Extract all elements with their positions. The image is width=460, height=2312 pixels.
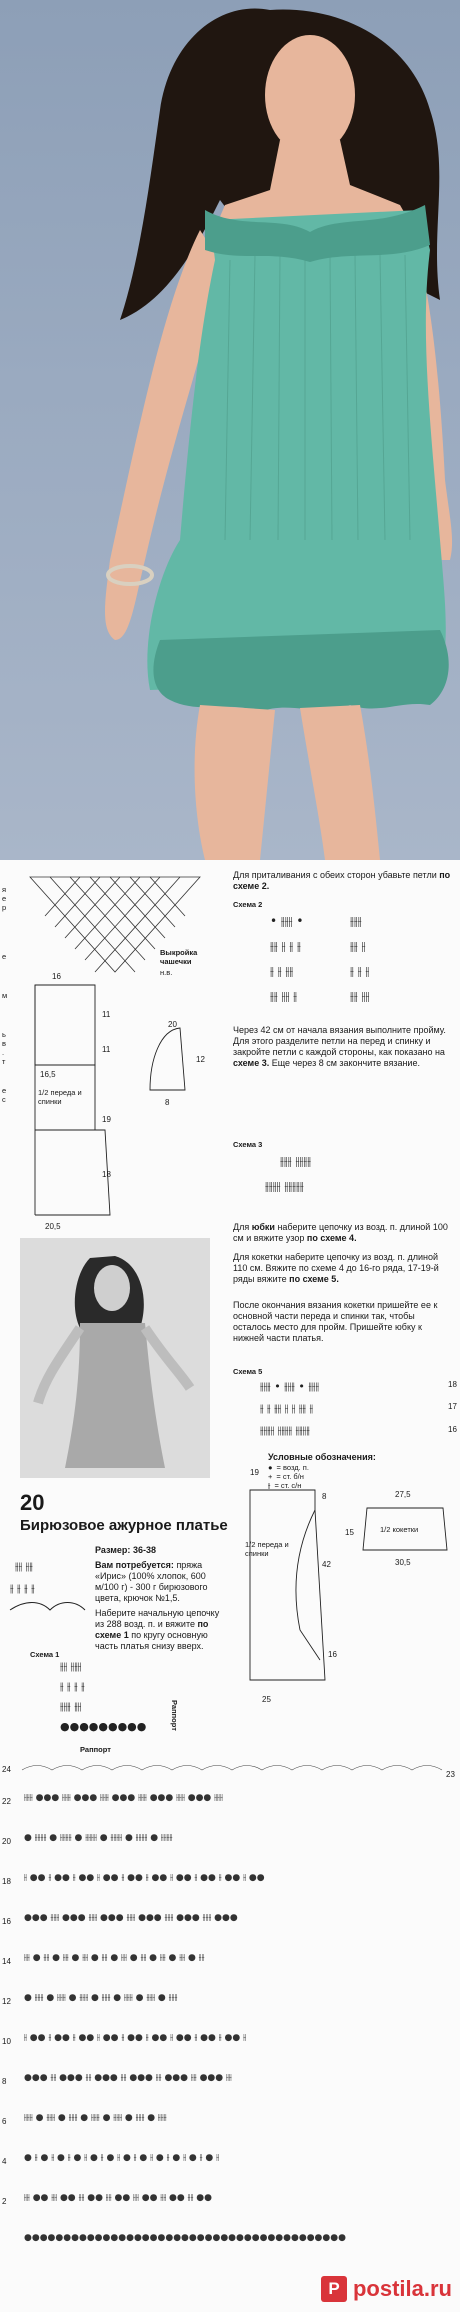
model-number: 20: [20, 1490, 45, 1515]
text-skirt-bold-2: по схеме 4.: [306, 1233, 357, 1243]
svg-text:● ⫲ ● ⫲ ● ⫲ ● ⫲ ● ⫲ ● ⫲ ● ⫲ ●: ● ⫲ ● ⫲ ● ⫲ ● ⫲ ● ⫲ ● ⫲ ● ⫲ ● ⫲ ● ⫲ ● ⫲ ● ⫲ ● ⫲: [24, 2153, 220, 2163]
svg-text:⫲⫲⫲: ⫲⫲⫲: [350, 914, 362, 928]
row-20: 20: [2, 1837, 11, 1846]
scheme-5-label: Схема 5: [233, 1367, 263, 1376]
single-crochet-icon: +: [268, 1472, 273, 1481]
side-letter: .: [2, 1048, 5, 1057]
svg-text:⫲ ⫲ ⫲ ⫲: ⫲ ⫲ ⫲ ⫲: [60, 1680, 85, 1693]
side-letter: е: [2, 952, 7, 961]
scheme-3-diagram: [260, 1145, 430, 1205]
dim-cup-h: 12: [196, 1055, 205, 1064]
model-title: Бирюзовое ажурное платье: [20, 1517, 228, 1534]
dim-left-a: 11: [102, 1010, 111, 1019]
svg-text:⫲ ●● ⫲ ●● ⫲ ●● ⫲ ●● ⫲ ●● ⫲ ●●: ⫲ ●● ⫲ ●● ⫲ ●● ⫲ ●● ⫲ ●● ⫲ ●● ⫲ ●● ⫲ ●● ⫲ ●● ⫲: [24, 2033, 247, 2043]
dim-left-mid: 16,5: [40, 1070, 56, 1079]
svg-text:⫲⫲⫲ ⫲⫲: ⫲⫲⫲ ⫲⫲: [60, 1700, 82, 1713]
materials-label: Вам потребуется:: [95, 1560, 174, 1570]
magazine-page: [0, 860, 460, 2312]
svg-text:● ⫲⫲⫲⫲ ● ⫲⫲⫲⫲ ● ⫲⫲⫲⫲ ● ⫲⫲⫲⫲ ●: ● ⫲⫲⫲⫲ ● ⫲⫲⫲⫲ ● ⫲⫲⫲⫲ ● ⫲⫲⫲⫲ ● ⫲⫲⫲⫲ ● ⫲⫲⫲⫲: [24, 1833, 173, 1843]
text-mid-1-bold: схеме 3.: [233, 1058, 270, 1068]
rapport-label: Раппорт: [80, 1745, 111, 1754]
svg-text:⫲⫲⫲⫲ ⫲⫲⫲⫲ ⫲⫲⫲⫲: ⫲⫲⫲⫲ ⫲⫲⫲⫲ ⫲⫲⫲⫲: [260, 1424, 310, 1437]
double-crochet-icon: ⫲: [268, 1481, 271, 1490]
text-armhole: [233, 1025, 453, 1069]
model-photo: [0, 0, 460, 860]
row-14: 14: [2, 1957, 11, 1966]
chain-stitch-icon: ●: [268, 1463, 273, 1472]
dim-yoke-bottom: 30,5: [395, 1558, 411, 1567]
side-letter: м: [2, 991, 8, 1000]
legend-title: Условные обозначения:: [268, 1452, 376, 1462]
scheme-2-label: Схема 2: [233, 900, 263, 909]
scheme-1-label: Схема 1: [30, 1650, 60, 1659]
dim-right-bottom: 25: [262, 1695, 271, 1704]
svg-text:⫲⫲⫲ ●●● ⫲⫲⫲ ●●● ⫲⫲⫲ ●●● ⫲⫲⫲ ●●: ⫲⫲⫲ ●●● ⫲⫲⫲ ●●● ⫲⫲⫲ ●●● ⫲⫲⫲ ●●● ⫲⫲⫲ ●●● ⫲⫲⫲: [24, 1793, 223, 1803]
text-top-1: Для приталивания с обеих сторон убавьте петли: [233, 870, 437, 880]
side-letter: т: [2, 1057, 6, 1066]
svg-text:● ⫲⫲⫲ ● ⫲⫲⫲ ● ⫲⫲⫲ ● ⫲⫲⫲ ● ⫲⫲⫲: ● ⫲⫲⫲ ● ⫲⫲⫲ ● ⫲⫲⫲ ● ⫲⫲⫲ ● ⫲⫲⫲ ● ⫲⫲⫲ ● ⫲⫲⫲: [24, 1993, 178, 2003]
row-24: 24: [2, 1765, 11, 1774]
legend-text: = ст. б/н: [276, 1472, 304, 1481]
start-text-bold: по схеме 1: [95, 1619, 209, 1640]
svg-text:⫲⫲ ⫲⫲⫲: ⫲⫲ ⫲⫲⫲: [60, 1660, 82, 1673]
row-2: 2: [2, 2197, 7, 2206]
dim-right-b: 42: [322, 1560, 331, 1569]
dim-right-top: 19: [250, 1468, 259, 1477]
row-16: 16: [2, 1917, 11, 1926]
watermark-text: postila.ru: [352, 2276, 452, 2301]
text-yoke-1: Для кокетки наберите цепочку из возд. п. длиной 110 см. Вяжите по схеме 4 до 16-го ряда, 17-19-й ряды вяжите: [233, 1252, 439, 1284]
row-4: 4: [2, 2157, 7, 2166]
side-letter: я: [2, 885, 7, 894]
start-text-2: по кругу основную часть платья снизу вверх.: [95, 1630, 208, 1651]
scheme-4-chart: [12, 1760, 452, 2300]
svg-text:⫲⫲⫲ ⫲⫲⫲⫲: ⫲⫲⫲ ⫲⫲⫲⫲: [280, 1154, 312, 1168]
dim-left-top: 16: [52, 972, 61, 981]
s5-row-18: 18: [448, 1380, 457, 1389]
row-23: 23: [446, 1770, 455, 1779]
svg-text:⫲⫲⫲ ● ⫲⫲⫲ ● ⫲⫲⫲ ● ⫲⫲⫲ ● ⫲⫲⫲ ●: ⫲⫲⫲ ● ⫲⫲⫲ ● ⫲⫲⫲ ● ⫲⫲⫲ ● ⫲⫲⫲ ● ⫲⫲⫲ ● ⫲⫲⫲: [24, 2113, 167, 2123]
text-mid-1: Через 42 см от начала вязания выполните пройму. Для этого разделите петли на перед и спинку и закройте петли с каждой стороны, как показано на: [233, 1025, 446, 1057]
dim-yoke-side: 15: [345, 1528, 354, 1537]
svg-text:⫲⫲ ⫲: ⫲⫲ ⫲: [350, 939, 366, 953]
text-skirt-2: наберите цепочку из возд. п. длиной 100 см и вяжите узор: [233, 1222, 448, 1243]
row-18: 18: [2, 1877, 11, 1886]
legend-text: = ст. с/н: [274, 1481, 302, 1490]
start-text-1: Наберите начальную цепочку из 288 возд. п. и вяжите: [95, 1608, 220, 1629]
text-top-1-bold: по схеме 2.: [233, 870, 451, 891]
side-letter: с: [2, 1095, 6, 1104]
left-pattern-label: 1/2 переда и спинки: [38, 1088, 82, 1106]
dim-right-c: 16: [328, 1650, 337, 1659]
size-label: Размер:: [95, 1545, 131, 1555]
svg-text:⫲⫲ ● ⫲⫲ ● ⫲⫲ ● ⫲⫲ ● ⫲⫲ ● ⫲⫲ ●: ⫲⫲ ● ⫲⫲ ● ⫲⫲ ● ⫲⫲ ● ⫲⫲ ● ⫲⫲ ● ⫲⫲ ● ⫲⫲ ● ⫲⫲ ● ⫲⫲: [24, 1953, 205, 1963]
postila-logo-icon: P: [321, 2276, 347, 2302]
svg-text:●●●●●●●●●: ●●●●●●●●●: [60, 1720, 147, 1733]
text-top: [233, 870, 453, 892]
scheme-3-label: Схема 3: [233, 1140, 263, 1149]
right-pattern-label: 1/2 переда и спинки: [245, 1540, 289, 1558]
svg-text:⫲⫲ ⫲ ⫲ ⫲: ⫲⫲ ⫲ ⫲ ⫲: [270, 939, 301, 953]
materials-text: пряжа «Ирис» (100% хлопок, 600 м/100 г) - 300 г бирюзового цвета, крючок №1,5.: [95, 1560, 208, 1603]
svg-text:●●●●●●●●●●●●●●●●●●●●●●●●●●●●●●: ●●●●●●●●●●●●●●●●●●●●●●●●●●●●●●●●●●●●●●●●●: [24, 2233, 346, 2243]
dim-right-a: 8: [322, 1492, 327, 1501]
svg-text:⫲ ⫲ ⫲ ⫲: ⫲ ⫲ ⫲ ⫲: [10, 1582, 35, 1595]
text-skirt-bold-1: юбки: [251, 1222, 275, 1232]
scheme-5-diagram: [245, 1370, 445, 1450]
dim-left-d: 18: [102, 1170, 111, 1179]
size-value: 36-38: [132, 1545, 156, 1555]
dim-cup-w: 8: [165, 1098, 170, 1107]
svg-text:⫲ ⫲ ⫲⫲ ⫲ ⫲ ⫲⫲ ⫲: ⫲ ⫲ ⫲⫲ ⫲ ⫲ ⫲⫲ ⫲: [260, 1402, 314, 1415]
svg-text:⫲⫲ ⫲⫲ ⫲: ⫲⫲ ⫲⫲ ⫲: [270, 989, 298, 1003]
dim-cup-top: 20: [168, 1020, 177, 1029]
side-letter: в: [2, 1039, 6, 1048]
text-skirt: [233, 1222, 453, 1244]
svg-text:●●● ⫲⫲⫲ ●●● ⫲⫲⫲ ●●● ⫲⫲⫲ ●●● ⫲⫲: ●●● ⫲⫲⫲ ●●● ⫲⫲⫲ ●●● ⫲⫲⫲ ●●● ⫲⫲⫲ ●●● ⫲⫲⫲ ●●●: [24, 1913, 238, 1923]
model-photo-small: [20, 1238, 210, 1478]
watermark: [321, 2276, 452, 2302]
text-yoke-bold: по схеме 5.: [289, 1274, 339, 1284]
side-letter: р: [2, 903, 7, 912]
side-letter: е: [2, 1086, 7, 1095]
dim-left-c: 19: [102, 1115, 111, 1124]
svg-text:⫲ ⫲ ⫲: ⫲ ⫲ ⫲: [350, 964, 370, 978]
cup-label: Выкройка чашечки: [160, 948, 198, 966]
side-letters: [2, 885, 10, 1104]
side-letter: е: [2, 894, 7, 903]
rapport-label-vertical: Раппорт: [170, 1700, 179, 1731]
text-skirt-1: Для: [233, 1222, 250, 1232]
svg-text:⫲⫲ ●● ⫲⫲ ●● ⫲⫲ ●● ⫲⫲ ●● ⫲⫲ ●●: ⫲⫲ ●● ⫲⫲ ●● ⫲⫲ ●● ⫲⫲ ●● ⫲⫲ ●● ⫲⫲ ●● ⫲⫲ ●●: [24, 2193, 212, 2203]
text-mid-1-end: Еще через 8 см закончите вязание.: [271, 1058, 420, 1068]
legend-text: = возд. п.: [276, 1463, 309, 1472]
fan-motif-diagram: [5, 1550, 90, 1620]
cup-shape-diagram: [140, 1020, 200, 1100]
model-details: [95, 1545, 225, 1652]
right-pattern-diagram: [230, 1470, 350, 1710]
yoke-label: 1/2 кокетки: [380, 1525, 419, 1534]
svg-text:⫲ ●● ⫲ ●● ⫲ ●● ⫲ ●● ⫲ ●● ⫲ ●●: ⫲ ●● ⫲ ●● ⫲ ●● ⫲ ●● ⫲ ●● ⫲ ●● ⫲ ●● ⫲ ●● ⫲ ●● ⫲ ●●: [24, 1873, 265, 1883]
svg-text:⫲⫲ ⫲⫲: ⫲⫲ ⫲⫲: [15, 1560, 33, 1573]
row-10: 10: [2, 2037, 11, 2046]
s5-row-16: 16: [448, 1425, 457, 1434]
cup-note: н.в.: [160, 968, 173, 977]
s5-row-17: 17: [448, 1402, 457, 1411]
svg-text:⫲⫲ ⫲⫲: ⫲⫲ ⫲⫲: [350, 989, 370, 1003]
text-finish: После окончания вязания кокетки пришейте ее к основной части переда и спинки так, чтобы осталось место для пройм. Пришейте юбку к нижней части платья.: [233, 1300, 438, 1343]
row-6: 6: [2, 2117, 7, 2126]
svg-text:• ⫲⫲⫲ •: • ⫲⫲⫲ •: [270, 914, 304, 928]
svg-text:⫲⫲⫲⫲ ⫲⫲⫲⫲⫲: ⫲⫲⫲⫲ ⫲⫲⫲⫲⫲: [265, 1179, 304, 1193]
text-yoke: [233, 1252, 453, 1285]
scheme-2-diagram: [260, 905, 430, 1015]
dim-left-b: 11: [102, 1045, 111, 1054]
svg-text:⫲ ⫲ ⫲⫲: ⫲ ⫲ ⫲⫲: [270, 964, 294, 978]
svg-text:●●● ⫲⫲ ●●● ⫲⫲ ●●● ⫲⫲ ●●● ⫲⫲ ●●: ●●● ⫲⫲ ●●● ⫲⫲ ●●● ⫲⫲ ●●● ⫲⫲ ●●● ⫲⫲ ●●● ⫲⫲: [24, 2073, 232, 2083]
dim-left-bottom: 20,5: [45, 1222, 61, 1231]
row-12: 12: [2, 1997, 11, 2006]
scheme-1-diagram: [55, 1655, 175, 1745]
row-8: 8: [2, 2077, 7, 2086]
svg-text:⫲⫲⫲ • ⫲⫲⫲ • ⫲⫲⫲: ⫲⫲⫲ • ⫲⫲⫲ • ⫲⫲⫲: [260, 1380, 320, 1393]
dim-yoke-top: 27,5: [395, 1490, 411, 1499]
row-22: 22: [2, 1797, 11, 1806]
side-letter: ь: [2, 1030, 6, 1039]
